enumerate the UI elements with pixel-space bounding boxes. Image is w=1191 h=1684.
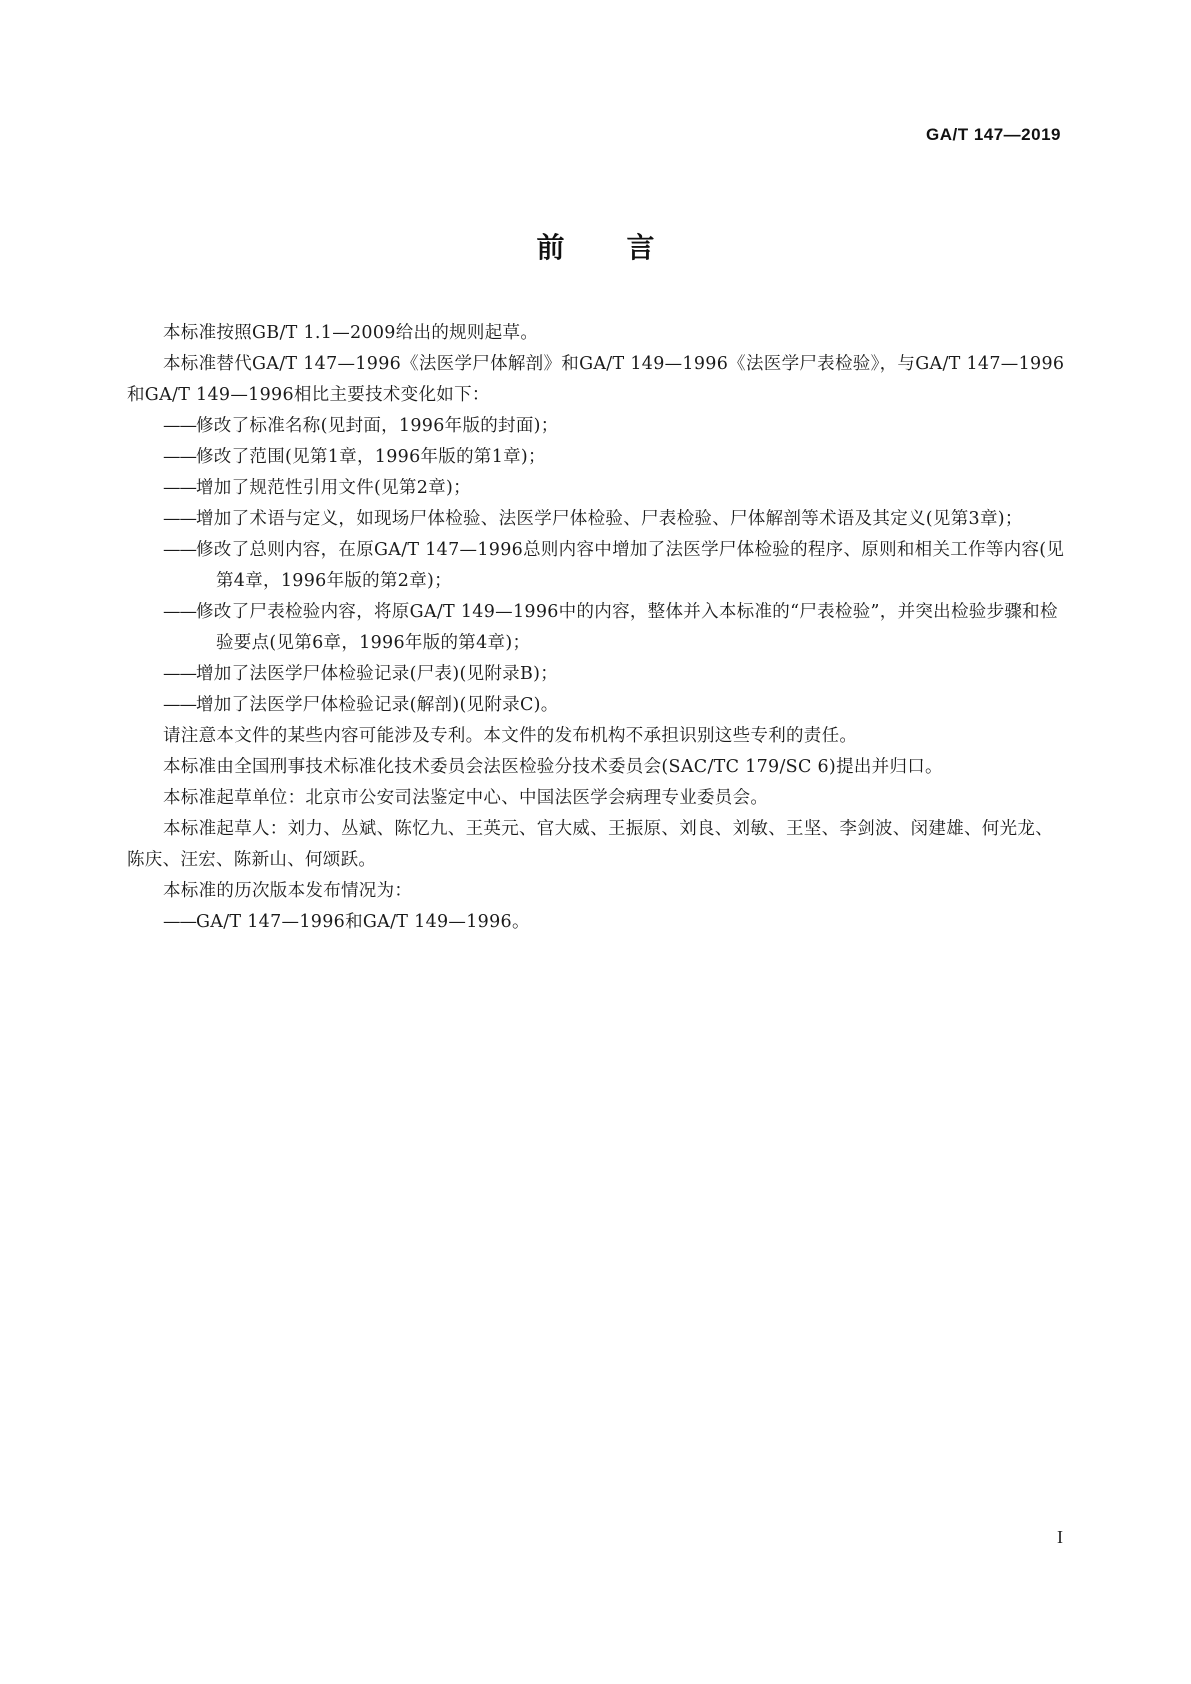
list-item-text: 增加了法医学尸体检验记录(解剖)(见附录C)。 <box>196 695 559 715</box>
history-list <box>127 907 1065 938</box>
list-item <box>127 597 1065 659</box>
paragraph-drafting-rules: 本标准按照GB/T 1.1—2009给出的规则起草。 <box>163 323 539 343</box>
list-item <box>127 442 1065 473</box>
paragraph-replacement: 本标准替代GA/T 147—1996《法医学尸体解剖》和GA/T 149—1996《法医学尸表检验》，与GA/T 147—1996和GA/T 149—1996相比主要技术变化如下： <box>127 354 1065 405</box>
list-item <box>127 473 1065 504</box>
list-dash: —— <box>163 447 196 467</box>
paragraph-proposer: 本标准由全国刑事技术标准化技术委员会法医检验分技术委员会(SAC/TC 179/SC 6)提出并归口。 <box>163 757 943 777</box>
list-dash: —— <box>163 912 196 932</box>
list-item <box>127 659 1065 690</box>
list-item <box>127 907 1065 938</box>
changes-list <box>127 411 1065 721</box>
paragraph-drafters: 本标准起草人：刘力、丛斌、陈忆九、王英元、官大威、王振原、刘良、刘敏、王坚、李剑波、闵建雄、何光龙、陈庆、汪宏、陈新山、何颂跃。 <box>127 819 1053 870</box>
list-item-text: 修改了标准名称(见封面，1996年版的封面)； <box>196 416 559 436</box>
list-item-text: 修改了总则内容，在原GA/T 147—1996总则内容中增加了法医学尸体检验的程序、原则和相关工作等内容(见第4章，1996年版的第2章)； <box>196 540 1065 591</box>
paragraph-history-intro: 本标准的历次版本发布情况为： <box>163 881 413 901</box>
list-item-text: GA/T 147—1996和GA/T 149—1996。 <box>196 912 530 932</box>
foreword-body <box>127 318 1065 938</box>
list-dash: —— <box>163 509 196 529</box>
list-item-text: 增加了法医学尸体检验记录(尸表)(见附录B)； <box>196 664 559 684</box>
list-item-text: 增加了术语与定义，如现场尸体检验、法医学尸体检验、尸表检验、尸体解剖等术语及其定义(见第3章)； <box>196 509 1023 529</box>
list-item-text: 增加了规范性引用文件(见第2章)； <box>196 478 471 498</box>
page-title: 前言 <box>536 231 717 264</box>
list-dash: —— <box>163 664 196 684</box>
list-item-text: 修改了范围(见第1章，1996年版的第1章)； <box>196 447 546 467</box>
list-dash: —— <box>163 540 196 560</box>
list-item <box>127 690 1065 721</box>
paragraph-patent-notice: 请注意本文件的某些内容可能涉及专利。本文件的发布机构不承担识别这些专利的责任。 <box>163 726 858 746</box>
list-item <box>127 411 1065 442</box>
list-item <box>127 504 1065 535</box>
list-dash: —— <box>163 416 196 436</box>
list-dash: —— <box>163 602 196 622</box>
list-item <box>127 535 1065 597</box>
standard-code: GA/T 147—2019 <box>925 125 1061 144</box>
list-dash: —— <box>163 695 196 715</box>
paragraph-drafting-units: 本标准起草单位：北京市公安司法鉴定中心、中国法医学会病理专业委员会。 <box>163 788 769 808</box>
list-dash: —— <box>163 478 196 498</box>
list-item-text: 修改了尸表检验内容，将原GA/T 149—1996中的内容，整体并入本标准的“尸表检验”，并突出检验步骤和检验要点(见第6章，1996年版的第4章)； <box>196 602 1058 653</box>
page-number: I <box>1057 1527 1063 1547</box>
